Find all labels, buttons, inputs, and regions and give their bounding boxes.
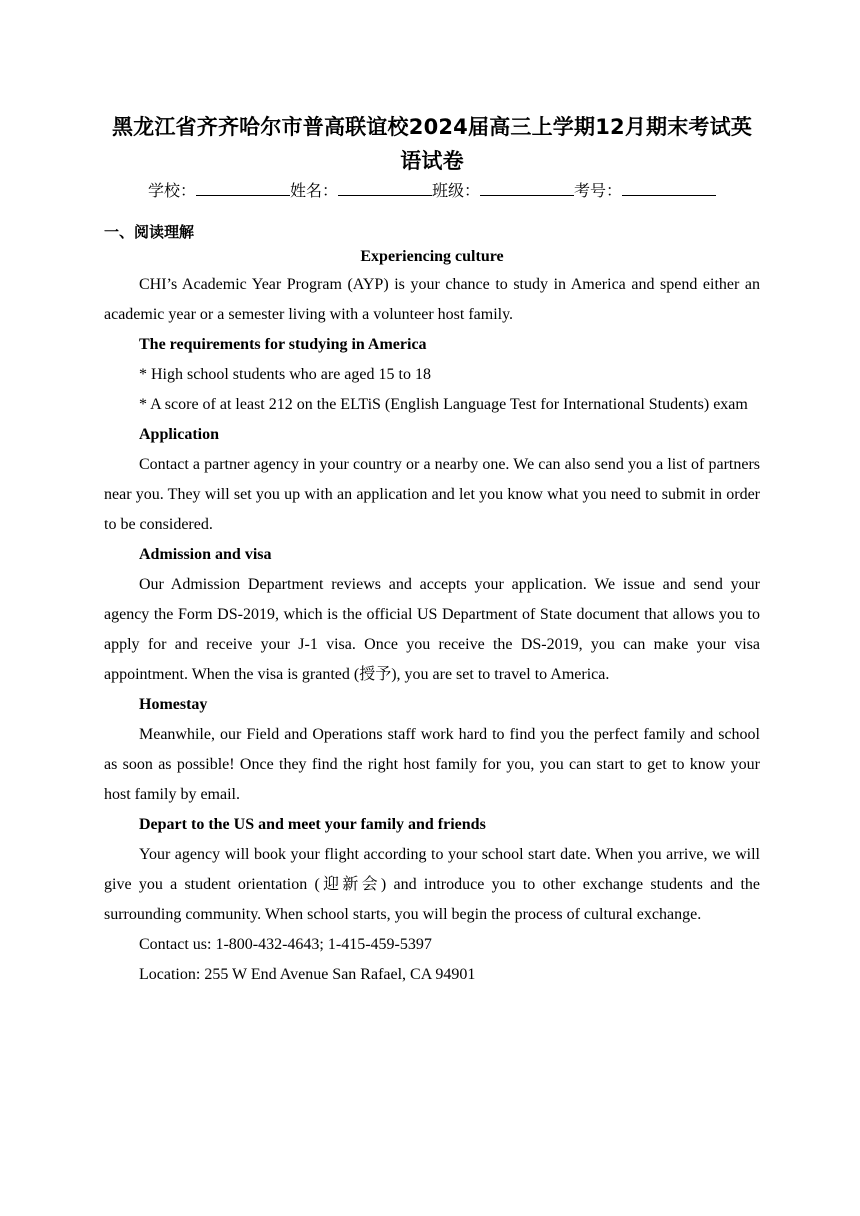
exam-page [104,110,760,990]
school-blank [196,179,290,196]
passage-paragraph: * A score of at least 212 on the ELTiS (English Language Test for International Students) exam [139,396,748,413]
info-label-exam-number: 考号： [574,181,623,200]
info-label-name: 姓名： [289,181,338,200]
document-title: 黑龙江省齐齐哈尔市普高联谊校2024届高三上学期12月期末考试英语试卷 [111,115,753,173]
class-blank [480,179,574,196]
passage-paragraph: CHI’s Academic Year Program (AYP) is your chance to study in America and spend either an academic year or a semester living with a volunteer host family. [104,276,760,323]
section-heading: 一、阅读理解 [104,223,195,241]
passage-subheading: The requirements for studying in America [139,336,427,353]
passage-body [104,270,760,990]
passage-subheading: Homestay [139,696,208,713]
passage-subheading: Depart to the US and meet your family and friends [139,816,486,833]
name-blank [338,179,432,196]
passage-paragraph: Meanwhile, our Field and Operations staff work hard to find you the perfect family and school as soon as possible! Once they find the right host family for you, you can start to get to know your host family by email. [104,726,760,803]
passage-paragraph: Our Admission Department reviews and accepts your application. We issue and send your agency the Form DS-2019, which is the official US Department of State document that allows you to apply for and receive your J-1 visa. Once you receive the DS-2019, you can make your visa appointment. When the visa is granted (授予), you are set to travel to America. [104,576,760,683]
passage-paragraph: Location: 255 W End Avenue San Rafael, CA 94901 [139,966,476,983]
info-label-school: 学校： [147,181,196,200]
passage-paragraph: Contact a partner agency in your country or a nearby one. We can also send you a list of partners near you. They will set you up with an application and let you know what you need to submit in order to be considered. [104,456,760,533]
passage-paragraph: * High school students who are aged 15 to 18 [139,366,431,383]
passage-subheading: Admission and visa [139,546,272,563]
passage-title: Experiencing culture [360,248,504,265]
exam-number-blank [622,179,716,196]
passage-paragraph: Contact us: 1-800-432-4643; 1-415-459-5397 [139,936,432,953]
passage-paragraph: Your agency will book your flight according to your school start date. When you arrive, we will give you a student orientation (迎新会) and introduce you to other exchange students and the surrounding community. When school starts, you will begin the process of cultural exchange. [104,846,760,923]
student-info-line [104,178,760,204]
passage-subheading: Application [139,426,220,443]
info-label-class: 班级： [432,181,481,200]
